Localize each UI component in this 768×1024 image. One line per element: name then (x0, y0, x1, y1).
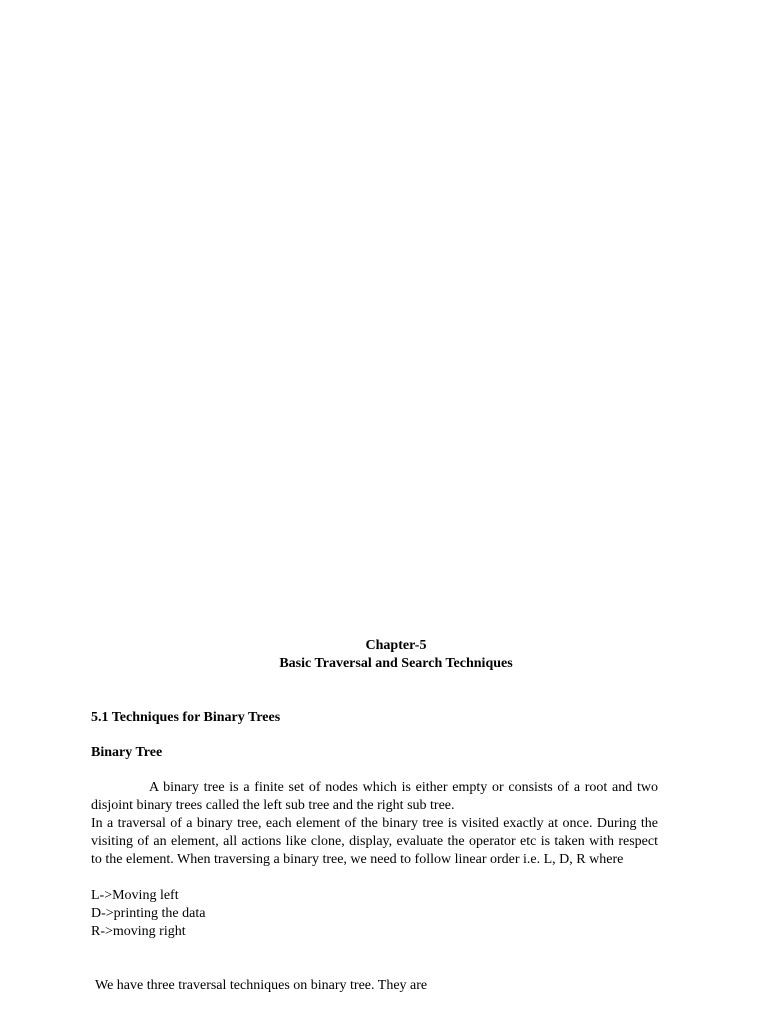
closing-line: We have three traversal techniques on binary tree. They are (95, 978, 428, 993)
order-item-right: R->moving right (91, 924, 186, 939)
paragraph-definition: A binary tree is a finite set of nodes which is either empty or consists of a root and two disjoint binary trees called the left sub tree and the right sub tree. (91, 780, 658, 813)
chapter-number: Chapter-5 (365, 638, 427, 653)
subsection-heading: Binary Tree (91, 745, 163, 760)
order-item-data: D->printing the data (91, 906, 206, 921)
section-heading: 5.1 Techniques for Binary Trees (91, 710, 281, 725)
order-item-left: L->Moving left (91, 888, 179, 903)
paragraph-traversal: In a traversal of a binary tree, each element of the binary tree is visited exactly at once. During the visiting of an element, all actions like clone, display, evaluate the operator etc is taken with respect to the element. When traversing a binary tree, we need to follow linear order i.e. L, D, R where (91, 816, 658, 867)
chapter-title: Basic Traversal and Search Techniques (279, 656, 513, 671)
